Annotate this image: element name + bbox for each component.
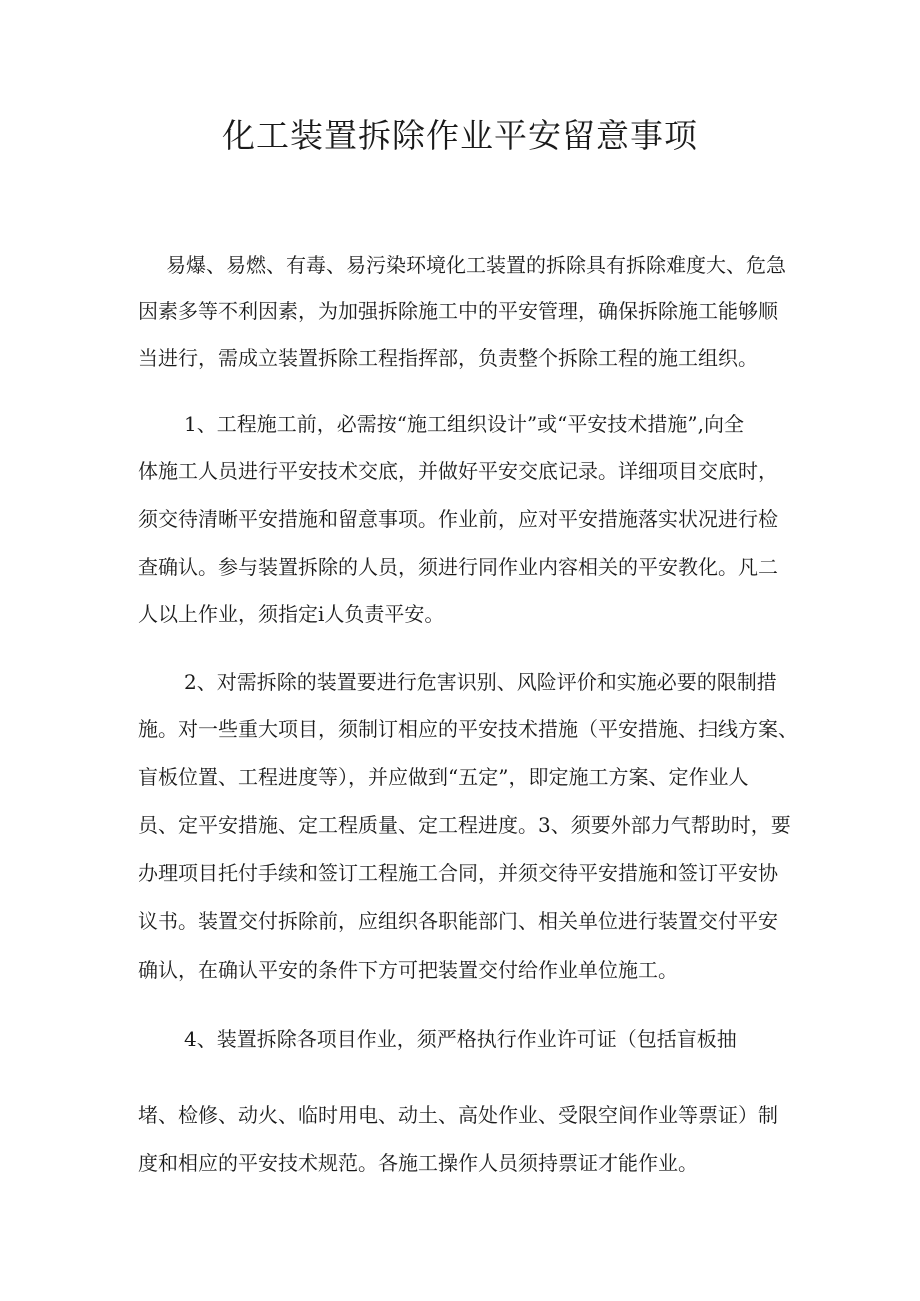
intro-line-3: 当进行，需成立装置拆除工程指挥部，负责整个拆除工程的施工组织。: [138, 346, 758, 370]
item2-line-3: 盲板位置、工程进度等），并应做到“五定”，即定施工方案、定作业人: [138, 765, 749, 789]
item1-line-3: 须交待清晰平安措施和留意事项。作业前，应对平安措施落实状况进行检: [138, 507, 778, 531]
item1-line-1: 1、工程施工前，必需按“施工组织设计”或“平安技术措施”,向全: [184, 412, 744, 436]
item2-line-1: 2、对需拆除的装置要进行危害识别、风险评价和实施必要的限制措: [184, 670, 777, 694]
item2-line-4: 员、定平安措施、定工程质量、定工程进度。3、须要外部力气帮助时，要: [138, 813, 791, 837]
intro-line-2: 因素多等不利因素，为加强拆除施工中的平安管理，确保拆除施工能够顺: [138, 299, 778, 323]
item1-line-5: 人以上作业，须指定i人负责平安。: [138, 602, 445, 626]
item1-line-2: 体施工人员进行平安技术交底，并做好平安交底记录。详细项目交底时，: [138, 459, 778, 483]
item2-line-5: 办理项目托付手续和签订工程施工合同，并须交待平安措施和签订平安协: [138, 861, 778, 885]
item4-line-2: 堵、检修、动火、临时用电、动土、高处作业、受限空间作业等票证）制: [138, 1103, 778, 1127]
item4-line-3: 度和相应的平安技术规范。各施工操作人员须持票证才能作业。: [138, 1151, 698, 1175]
item1-line-4: 查确认。参与装置拆除的人员，须进行同作业内容相关的平安教化。凡二: [138, 555, 778, 579]
item2-line-6: 议书。装置交付拆除前，应组织各职能部门、相关单位进行装置交付平安: [138, 909, 778, 933]
intro-line-1: 易爆、易燃、有毒、易污染环境化工装置的拆除具有拆除难度大、危急: [166, 253, 786, 277]
item4-line-1: 4、装置拆除各项目作业，须严格执行作业许可证（包括盲板抽: [184, 1027, 737, 1051]
page-title: 化工装置拆除作业平安留意事项: [222, 116, 698, 155]
item2-line-2: 施。对一些重大项目，须制订相应的平安技术措施（平安措施、扫线方案、: [138, 717, 798, 741]
item2-line-7: 确认，在确认平安的条件下方可把装置交付给作业单位施工。: [138, 958, 678, 982]
